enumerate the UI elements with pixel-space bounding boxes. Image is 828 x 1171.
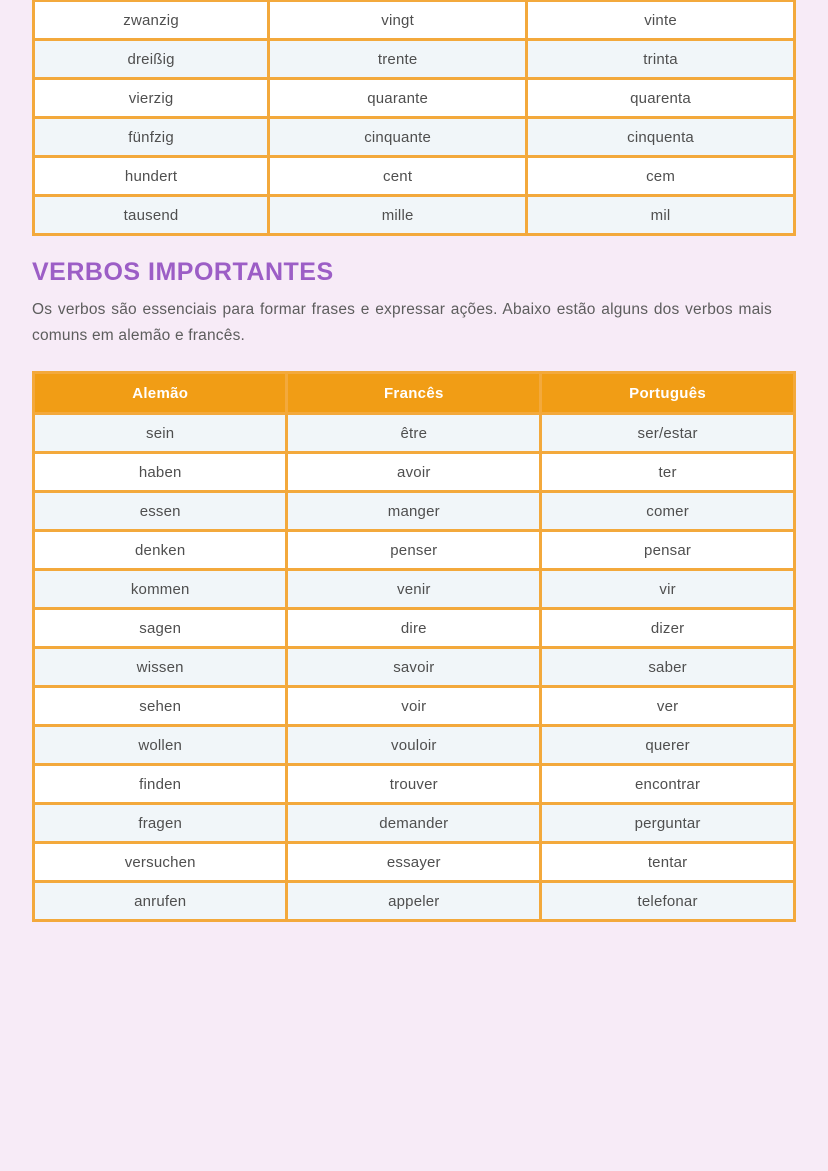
table-cell: dreißig — [34, 40, 269, 79]
table-row — [34, 570, 795, 609]
table-cell: vingt — [269, 1, 527, 40]
table-cell: wissen — [34, 648, 287, 687]
table-cell: quarenta — [527, 79, 795, 118]
table-row — [34, 804, 795, 843]
table-cell: savoir — [287, 648, 541, 687]
table-row — [34, 157, 795, 196]
table-row — [34, 882, 795, 921]
table-cell: cinquante — [269, 118, 527, 157]
table-cell: penser — [287, 531, 541, 570]
table-cell: fünfzig — [34, 118, 269, 157]
table-cell: querer — [541, 726, 795, 765]
table-cell: essayer — [287, 843, 541, 882]
table-row — [34, 648, 795, 687]
table-cell: être — [287, 414, 541, 453]
section-intro: Os verbos são essenciais para formar frases e expressar ações. Abaixo estão alguns dos verbos mais comuns em alemão e francês. — [32, 301, 772, 344]
table-cell: ter — [541, 453, 795, 492]
table-cell: demander — [287, 804, 541, 843]
table-cell: sein — [34, 414, 287, 453]
table-cell: trinta — [527, 40, 795, 79]
table-cell: fragen — [34, 804, 287, 843]
table-row — [34, 453, 795, 492]
table-cell: tausend — [34, 196, 269, 235]
table-cell: voir — [287, 687, 541, 726]
table-cell: sagen — [34, 609, 287, 648]
table-cell: trouver — [287, 765, 541, 804]
table-cell: trente — [269, 40, 527, 79]
table-row — [34, 531, 795, 570]
table-cell: ser/estar — [541, 414, 795, 453]
table-row — [34, 687, 795, 726]
table-cell: kommen — [34, 570, 287, 609]
table-row — [34, 40, 795, 79]
table-cell: finden — [34, 765, 287, 804]
table-cell: dizer — [541, 609, 795, 648]
column-header-portugues: Português — [541, 373, 795, 414]
column-header-frances: Francês — [287, 373, 541, 414]
table-cell: ver — [541, 687, 795, 726]
verbs-table-header-row — [34, 373, 795, 414]
table-cell: zwanzig — [34, 1, 269, 40]
table-cell: mille — [269, 196, 527, 235]
table-cell: telefonar — [541, 882, 795, 921]
table-cell: pensar — [541, 531, 795, 570]
table-cell: essen — [34, 492, 287, 531]
table-row — [34, 765, 795, 804]
table-cell: versuchen — [34, 843, 287, 882]
table-cell: perguntar — [541, 804, 795, 843]
table-cell: anrufen — [34, 882, 287, 921]
table-row — [34, 414, 795, 453]
table-cell: appeler — [287, 882, 541, 921]
table-row — [34, 726, 795, 765]
table-cell: mil — [527, 196, 795, 235]
table-cell: vouloir — [287, 726, 541, 765]
table-cell: tentar — [541, 843, 795, 882]
table-row — [34, 79, 795, 118]
table-cell: sehen — [34, 687, 287, 726]
section-heading: VERBOS IMPORTANTES — [32, 258, 334, 286]
table-cell: vinte — [527, 1, 795, 40]
table-cell: cinquenta — [527, 118, 795, 157]
table-cell: cent — [269, 157, 527, 196]
table-cell: vir — [541, 570, 795, 609]
table-row — [34, 196, 795, 235]
table-cell: hundert — [34, 157, 269, 196]
table-row — [34, 1, 795, 40]
verbs-table — [32, 371, 796, 922]
numbers-table — [32, 0, 796, 236]
table-cell: quarante — [269, 79, 527, 118]
table-cell: denken — [34, 531, 287, 570]
table-cell: haben — [34, 453, 287, 492]
table-cell: manger — [287, 492, 541, 531]
table-cell: cem — [527, 157, 795, 196]
table-cell: venir — [287, 570, 541, 609]
table-cell: avoir — [287, 453, 541, 492]
table-row — [34, 843, 795, 882]
table-cell: comer — [541, 492, 795, 531]
table-cell: vierzig — [34, 79, 269, 118]
table-row — [34, 492, 795, 531]
table-cell: encontrar — [541, 765, 795, 804]
table-cell: dire — [287, 609, 541, 648]
table-cell: saber — [541, 648, 795, 687]
table-cell: wollen — [34, 726, 287, 765]
table-row — [34, 118, 795, 157]
column-header-alemao: Alemão — [34, 373, 287, 414]
table-row — [34, 609, 795, 648]
